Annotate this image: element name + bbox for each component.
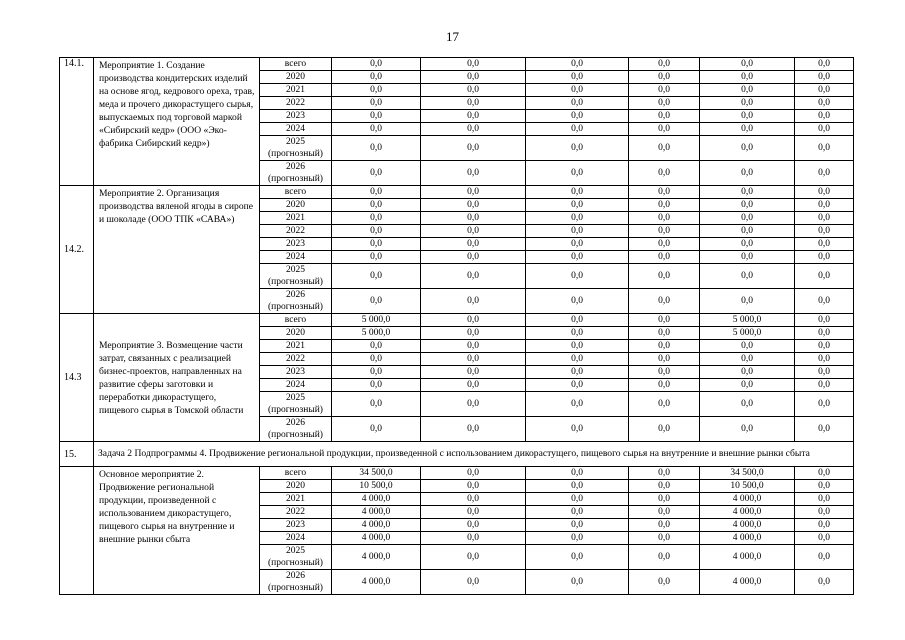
value-cell: 0,0 — [332, 289, 421, 314]
value-cell: 0,0 — [421, 392, 526, 417]
value-cell: 0,0 — [421, 327, 526, 340]
value-cell: 0,0 — [526, 238, 629, 251]
value-cell: 0,0 — [700, 199, 795, 212]
value-cell: 0,0 — [700, 58, 795, 71]
year-cell: 2024 — [260, 379, 332, 392]
value-cell: 0,0 — [629, 97, 700, 110]
value-cell: 0,0 — [526, 289, 629, 314]
value-cell: 0,0 — [795, 186, 854, 199]
value-cell: 0,0 — [629, 493, 700, 506]
value-cell: 0,0 — [421, 506, 526, 519]
value-cell: 0,0 — [526, 366, 629, 379]
value-cell: 0,0 — [795, 467, 854, 480]
value-cell: 0,0 — [795, 570, 854, 595]
year-cell: 2023 — [260, 519, 332, 532]
row-number: 14.2. — [60, 186, 94, 314]
value-cell: 0,0 — [526, 327, 629, 340]
value-cell: 0,0 — [795, 392, 854, 417]
value-cell: 0,0 — [700, 71, 795, 84]
value-cell: 0,0 — [795, 212, 854, 225]
year-cell: 2025 (прогнозный) — [260, 392, 332, 417]
value-cell: 0,0 — [526, 480, 629, 493]
value-cell: 0,0 — [700, 417, 795, 442]
year-cell: 2021 — [260, 340, 332, 353]
value-cell: 0,0 — [526, 506, 629, 519]
value-cell: 0,0 — [421, 238, 526, 251]
value-cell: 4 000,0 — [700, 532, 795, 545]
value-cell: 4 000,0 — [700, 545, 795, 570]
value-cell: 0,0 — [629, 225, 700, 238]
year-cell: 2022 — [260, 506, 332, 519]
value-cell: 0,0 — [700, 238, 795, 251]
value-cell: 0,0 — [629, 110, 700, 123]
value-cell: 5 000,0 — [332, 327, 421, 340]
value-cell: 0,0 — [629, 58, 700, 71]
value-cell: 0,0 — [332, 84, 421, 97]
event-description: Мероприятие 3. Возмещение части затрат, связанных с реализацией бизнес-проектов, направленных на развитие сферы заготовки и переработки дикорастущего, пищевого сырья в Томской области — [94, 314, 260, 442]
value-cell: 0,0 — [795, 71, 854, 84]
value-cell: 4 000,0 — [332, 506, 421, 519]
value-cell: 0,0 — [629, 289, 700, 314]
value-cell: 0,0 — [332, 392, 421, 417]
year-cell: 2024 — [260, 532, 332, 545]
value-cell: 0,0 — [795, 519, 854, 532]
value-cell: 0,0 — [700, 379, 795, 392]
value-cell: 0,0 — [795, 136, 854, 161]
value-cell: 0,0 — [795, 340, 854, 353]
value-cell: 0,0 — [332, 186, 421, 199]
value-cell: 5 000,0 — [700, 327, 795, 340]
row-number: 14.1. — [60, 58, 94, 186]
value-cell: 0,0 — [526, 110, 629, 123]
value-cell: 0,0 — [526, 84, 629, 97]
year-cell: всего — [260, 186, 332, 199]
value-cell: 0,0 — [795, 379, 854, 392]
value-cell: 0,0 — [332, 251, 421, 264]
value-cell: 0,0 — [421, 212, 526, 225]
year-cell: 2026 (прогнозный) — [260, 570, 332, 595]
value-cell: 0,0 — [332, 238, 421, 251]
value-cell: 5 000,0 — [332, 314, 421, 327]
value-cell: 0,0 — [629, 570, 700, 595]
value-cell: 0,0 — [629, 467, 700, 480]
value-cell: 0,0 — [795, 366, 854, 379]
value-cell: 0,0 — [526, 71, 629, 84]
value-cell: 0,0 — [700, 353, 795, 366]
year-cell: 2020 — [260, 199, 332, 212]
value-cell: 0,0 — [700, 340, 795, 353]
value-cell: 0,0 — [629, 84, 700, 97]
value-cell: 0,0 — [332, 58, 421, 71]
value-cell: 0,0 — [795, 251, 854, 264]
value-cell: 0,0 — [629, 392, 700, 417]
year-cell: 2025 (прогнозный) — [260, 264, 332, 289]
table-row — [60, 467, 854, 480]
value-cell: 0,0 — [421, 289, 526, 314]
value-cell: 0,0 — [526, 225, 629, 238]
value-cell: 4 000,0 — [700, 506, 795, 519]
value-cell: 0,0 — [629, 264, 700, 289]
value-cell: 0,0 — [629, 136, 700, 161]
value-cell: 0,0 — [421, 467, 526, 480]
row-number — [60, 467, 94, 595]
value-cell: 0,0 — [795, 199, 854, 212]
year-cell: 2021 — [260, 493, 332, 506]
value-cell: 0,0 — [700, 212, 795, 225]
value-cell: 0,0 — [526, 545, 629, 570]
row-number: 14.3 — [60, 314, 94, 442]
value-cell: 0,0 — [526, 417, 629, 442]
year-cell: всего — [260, 314, 332, 327]
value-cell: 0,0 — [332, 71, 421, 84]
value-cell: 0,0 — [421, 314, 526, 327]
year-cell: 2020 — [260, 480, 332, 493]
value-cell: 0,0 — [421, 110, 526, 123]
value-cell: 0,0 — [421, 545, 526, 570]
value-cell: 0,0 — [332, 123, 421, 136]
value-cell: 0,0 — [700, 366, 795, 379]
value-cell: 0,0 — [421, 417, 526, 442]
event-description: Основное мероприятие 2. Продвижение региональной продукции, произведенной с использованием дикорастущего, пищевого сырья на внутренние и внешние рынки сбыта — [94, 467, 260, 595]
value-cell: 4 000,0 — [332, 519, 421, 532]
value-cell: 0,0 — [795, 97, 854, 110]
value-cell: 0,0 — [629, 186, 700, 199]
value-cell: 0,0 — [526, 314, 629, 327]
value-cell: 0,0 — [526, 161, 629, 186]
value-cell: 0,0 — [629, 212, 700, 225]
value-cell: 0,0 — [332, 366, 421, 379]
value-cell: 0,0 — [526, 97, 629, 110]
value-cell: 0,0 — [332, 161, 421, 186]
value-cell: 0,0 — [332, 110, 421, 123]
year-cell: 2022 — [260, 353, 332, 366]
year-cell: 2026 (прогнозный) — [260, 161, 332, 186]
value-cell: 0,0 — [795, 84, 854, 97]
value-cell: 4 000,0 — [700, 570, 795, 595]
year-cell: 2021 — [260, 84, 332, 97]
year-cell: всего — [260, 467, 332, 480]
value-cell: 0,0 — [700, 97, 795, 110]
table-row — [60, 58, 854, 71]
value-cell: 4 000,0 — [700, 519, 795, 532]
value-cell: 0,0 — [332, 136, 421, 161]
value-cell: 0,0 — [421, 264, 526, 289]
value-cell: 0,0 — [332, 379, 421, 392]
value-cell: 0,0 — [629, 480, 700, 493]
value-cell: 0,0 — [795, 532, 854, 545]
value-cell: 0,0 — [700, 84, 795, 97]
value-cell: 0,0 — [629, 314, 700, 327]
year-cell: 2024 — [260, 123, 332, 136]
value-cell: 0,0 — [700, 136, 795, 161]
year-cell: 2023 — [260, 238, 332, 251]
value-cell: 0,0 — [421, 136, 526, 161]
value-cell: 0,0 — [795, 225, 854, 238]
value-cell: 0,0 — [795, 123, 854, 136]
value-cell: 0,0 — [795, 314, 854, 327]
value-cell: 0,0 — [629, 353, 700, 366]
value-cell: 4 000,0 — [332, 545, 421, 570]
value-cell: 0,0 — [332, 212, 421, 225]
value-cell: 0,0 — [421, 71, 526, 84]
value-cell: 0,0 — [526, 264, 629, 289]
value-cell: 0,0 — [629, 123, 700, 136]
value-cell: 0,0 — [700, 264, 795, 289]
value-cell: 0,0 — [421, 225, 526, 238]
value-cell: 0,0 — [629, 545, 700, 570]
value-cell: 0,0 — [421, 493, 526, 506]
value-cell: 0,0 — [629, 71, 700, 84]
value-cell: 0,0 — [700, 392, 795, 417]
value-cell: 0,0 — [700, 186, 795, 199]
value-cell: 0,0 — [526, 340, 629, 353]
year-cell: 2022 — [260, 225, 332, 238]
value-cell: 0,0 — [700, 289, 795, 314]
value-cell: 0,0 — [795, 493, 854, 506]
value-cell: 4 000,0 — [332, 493, 421, 506]
event-description: Мероприятие 1. Создание производства кондитерских изделий на основе ягод, кедрового ореха, трав, меда и прочего дикорастущего сырья, выпускаемых под торговой маркой «Сибирский кедр» (ООО «Эко-фабрика Сибирский кедр») — [94, 58, 260, 186]
value-cell: 0,0 — [526, 136, 629, 161]
year-cell: 2020 — [260, 327, 332, 340]
value-cell: 5 000,0 — [700, 314, 795, 327]
value-cell: 0,0 — [526, 186, 629, 199]
value-cell: 0,0 — [795, 353, 854, 366]
year-cell: 2023 — [260, 110, 332, 123]
table-row — [60, 186, 854, 199]
value-cell: 0,0 — [629, 417, 700, 442]
value-cell: 10 500,0 — [332, 480, 421, 493]
year-cell: 2025 (прогнозный) — [260, 136, 332, 161]
event-description: Мероприятие 2. Организация производства вяленой ягоды в сиропе и шоколаде (ООО ТПК «САВА») — [94, 186, 260, 314]
row-number: 15. — [60, 442, 94, 467]
budget-table — [59, 57, 854, 595]
value-cell: 0,0 — [332, 264, 421, 289]
value-cell: 0,0 — [629, 327, 700, 340]
value-cell: 0,0 — [421, 97, 526, 110]
value-cell: 34 500,0 — [332, 467, 421, 480]
value-cell: 0,0 — [421, 379, 526, 392]
value-cell: 34 500,0 — [700, 467, 795, 480]
value-cell: 0,0 — [421, 123, 526, 136]
year-cell: 2020 — [260, 71, 332, 84]
value-cell: 0,0 — [795, 238, 854, 251]
value-cell: 0,0 — [526, 532, 629, 545]
value-cell: 0,0 — [526, 251, 629, 264]
value-cell: 0,0 — [421, 532, 526, 545]
value-cell: 0,0 — [421, 366, 526, 379]
value-cell: 0,0 — [629, 251, 700, 264]
value-cell: 0,0 — [700, 110, 795, 123]
page-number: 17 — [446, 29, 459, 44]
value-cell: 0,0 — [629, 532, 700, 545]
value-cell: 0,0 — [421, 340, 526, 353]
value-cell: 0,0 — [629, 519, 700, 532]
value-cell: 0,0 — [629, 379, 700, 392]
value-cell: 0,0 — [332, 199, 421, 212]
value-cell: 0,0 — [332, 417, 421, 442]
value-cell: 0,0 — [526, 493, 629, 506]
task-title: Задача 2 Подпрограммы 4. Продвижение региональной продукции, произведенной с использованием дикорастущего, пищевого сырья на внутренние и внешние рынки сбыта — [94, 442, 854, 467]
task-row — [60, 442, 854, 467]
value-cell: 0,0 — [526, 353, 629, 366]
year-cell: 2026 (прогнозный) — [260, 289, 332, 314]
value-cell: 4 000,0 — [332, 570, 421, 595]
value-cell: 0,0 — [795, 327, 854, 340]
value-cell: 4 000,0 — [332, 532, 421, 545]
value-cell: 0,0 — [421, 570, 526, 595]
value-cell: 0,0 — [526, 379, 629, 392]
table-row — [60, 314, 854, 327]
value-cell: 0,0 — [526, 467, 629, 480]
value-cell: 0,0 — [332, 353, 421, 366]
value-cell: 0,0 — [629, 506, 700, 519]
value-cell: 0,0 — [795, 506, 854, 519]
year-cell: 2026 (прогнозный) — [260, 417, 332, 442]
value-cell: 0,0 — [332, 225, 421, 238]
value-cell: 0,0 — [332, 340, 421, 353]
value-cell: 0,0 — [700, 161, 795, 186]
value-cell: 0,0 — [421, 161, 526, 186]
value-cell: 0,0 — [795, 289, 854, 314]
value-cell: 0,0 — [629, 161, 700, 186]
value-cell: 0,0 — [332, 97, 421, 110]
value-cell: 0,0 — [421, 199, 526, 212]
value-cell: 0,0 — [526, 570, 629, 595]
year-cell: 2024 — [260, 251, 332, 264]
value-cell: 10 500,0 — [700, 480, 795, 493]
value-cell: 0,0 — [526, 123, 629, 136]
value-cell: 0,0 — [700, 251, 795, 264]
value-cell: 0,0 — [795, 110, 854, 123]
value-cell: 0,0 — [700, 225, 795, 238]
value-cell: 0,0 — [421, 84, 526, 97]
value-cell: 0,0 — [421, 480, 526, 493]
value-cell: 0,0 — [526, 519, 629, 532]
value-cell: 0,0 — [629, 340, 700, 353]
year-cell: всего — [260, 58, 332, 71]
value-cell: 0,0 — [421, 186, 526, 199]
value-cell: 0,0 — [421, 58, 526, 71]
value-cell: 0,0 — [526, 212, 629, 225]
value-cell: 0,0 — [629, 199, 700, 212]
value-cell: 0,0 — [795, 480, 854, 493]
value-cell: 0,0 — [795, 58, 854, 71]
value-cell: 0,0 — [526, 199, 629, 212]
year-cell: 2025 (прогнозный) — [260, 545, 332, 570]
value-cell: 0,0 — [795, 264, 854, 289]
value-cell: 0,0 — [421, 519, 526, 532]
value-cell: 0,0 — [421, 353, 526, 366]
value-cell: 4 000,0 — [700, 493, 795, 506]
value-cell: 0,0 — [795, 545, 854, 570]
value-cell: 0,0 — [526, 58, 629, 71]
value-cell: 0,0 — [421, 251, 526, 264]
year-cell: 2021 — [260, 212, 332, 225]
year-cell: 2022 — [260, 97, 332, 110]
value-cell: 0,0 — [526, 392, 629, 417]
value-cell: 0,0 — [700, 123, 795, 136]
year-cell: 2023 — [260, 366, 332, 379]
value-cell: 0,0 — [795, 417, 854, 442]
value-cell: 0,0 — [629, 366, 700, 379]
value-cell: 0,0 — [795, 161, 854, 186]
value-cell: 0,0 — [629, 238, 700, 251]
